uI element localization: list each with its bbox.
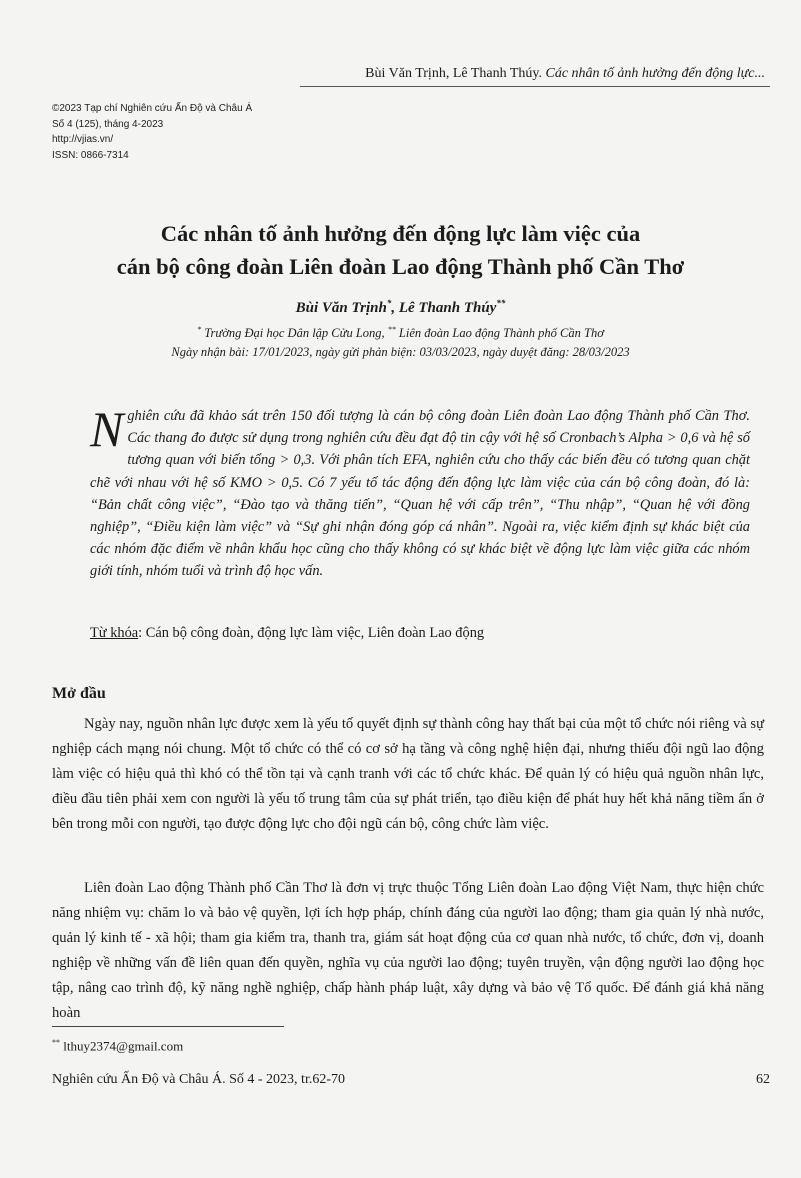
abstract-text: ghiên cứu đã khảo sát trên 150 đối tượng là cán bộ công đoàn Liên đoàn Lao động Thành phố Cần Thơ. Các thang đo được sử dụng trong nghiên cứu đều đạt độ tin cậy với hệ số Cronbach’s Alpha > 0,6 và hệ số tương quan với biến tổng > 0,3. Với phân tích EFA, nghiên cứu cho thấy các biến đều có tương quan chặt chẽ với nhau với hệ số KMO > 0,5. Có 7 yếu tố tác động đến động lực làm việc của cán bộ công đoàn, đó là: “Bản chất công việc”, “Đào tạo và thăng tiến”, “Quan hệ với cấp trên”, “Thu nhập”, “Quan hệ với đồng nghiệp”, “Điều kiện làm việc” và “Sự ghi nhận đóng góp cá nhân”. Ngoài ra, việc kiểm định sự khác biệt của các nhóm đặc điểm về nhân khẩu học cũng cho thấy không có sự khác biệt về động lực làm việc giữa các nhóm giới tính, nhóm tuổi và trình độ học vấn. bbox=[90, 408, 750, 580]
body-paragraph-1: Ngày nay, nguồn nhân lực được xem là yếu tố quyết định sự thành công hay thất bại của một tổ chức nói riêng và sự nghiệp cách mạng nói chung. Một tổ chức có thể có cơ sở hạ tầng và công nghệ hiện đại, nhưng thiếu đội ngũ lao động làm việc có hiệu quả thì khó có thể tồn tại và cạnh tranh với các tổ chức khác. Để quản lý có hiệu quả nguồn nhân lực, điều đầu tiên phải xem con người là yếu tố trung tâm của sự phát triển, tạo điều kiện để phát huy hết khả năng tiềm ẩn ở bên trong mỗi con người, tạo được động lực cho đội ngũ cán bộ, công chức làm việc. bbox=[52, 716, 764, 832]
issn: ISSN: 0866-7314 bbox=[52, 149, 129, 161]
affil-2-mark: ** bbox=[387, 325, 396, 334]
body-paragraph-2: Liên đoàn Lao động Thành phố Cần Thơ là đơn vị trực thuộc Tổng Liên đoàn Lao động Việt Nam, thực hiện chức năng nhiệm vụ: chăm lo và bảo vệ quyền, lợi ích hợp pháp, chính đáng của người lao động; tham gia quản lý nhà nước, quản lý kinh tế - xã hội; tham gia kiểm tra, thanh tra, giám sát hoạt động của cơ quan nhà nước, tổ chức, đơn vị, doanh nghiệp về những vấn đề liên quan đến quyền, nghĩa vụ của người lao động; tuyên truyền, vận động người lao động học tập, nâng cao trình độ, kỹ năng nghề nghiệp, chấp hành pháp luật, xây dựng và bảo vệ Tổ quốc. Để đánh giá khả năng hoàn bbox=[52, 880, 764, 1021]
running-head bbox=[0, 66, 765, 82]
affil-1: Trường Đại học Dân lập Cửu Long, bbox=[201, 326, 388, 341]
running-head-authors: Bùi Văn Trịnh, Lê Thanh Thúy. bbox=[365, 66, 542, 81]
footnote-mark: ** bbox=[52, 1038, 60, 1047]
footnote-email[interactable]: lthuy2374@gmail.com bbox=[60, 1038, 184, 1054]
footnote bbox=[52, 1038, 183, 1054]
keywords bbox=[90, 625, 484, 642]
copyright: ©2023 Tạp chí Nghiên cứu Ấn Độ và Châu Á bbox=[52, 103, 253, 114]
authors bbox=[0, 298, 801, 317]
paper-title bbox=[0, 217, 801, 283]
keywords-text: Cán bộ công đoàn, động lực làm việc, Liên đoàn Lao động bbox=[145, 625, 485, 641]
submission-dates: Ngày nhận bài: 17/01/2023, ngày gửi phản biện: 03/03/2023, ngày duyệt đăng: 28/03/2023 bbox=[171, 345, 630, 359]
author-1: Bùi Văn Trịnh bbox=[295, 300, 387, 316]
affil-1-mark: * bbox=[197, 325, 202, 334]
affil-2: Liên đoàn Lao động Thành phố Cần Thơ bbox=[395, 326, 604, 341]
footer-journal: Nghiên cứu Ấn Độ và Châu Á. Số 4 - 2023, tr.62-70 bbox=[52, 1072, 346, 1087]
keywords-colon: : bbox=[138, 625, 146, 641]
issue-info: Số 4 (125), tháng 4-2023 bbox=[52, 118, 164, 130]
running-head-title: Các nhân tố ảnh hưởng đến động lực... bbox=[545, 66, 765, 81]
header-divider bbox=[300, 86, 770, 87]
section-title: Mở đầu bbox=[52, 685, 106, 702]
abstract bbox=[90, 401, 750, 583]
author-2: Lê Thanh Thúy bbox=[398, 300, 497, 316]
title-line-2: cán bộ công đoàn Liên đoàn Lao động Thành phố Cần Thơ bbox=[116, 254, 685, 279]
footnote-divider bbox=[52, 1026, 284, 1027]
author-separator: , bbox=[391, 300, 399, 316]
affiliations bbox=[0, 325, 801, 341]
journal-meta bbox=[52, 101, 252, 163]
keywords-label: Từ khóa bbox=[90, 625, 139, 641]
journal-url[interactable]: http://vjias.vn/ bbox=[52, 134, 114, 145]
author-1-mark: * bbox=[386, 298, 392, 308]
title-line-1: Các nhân tố ảnh hưởng đến động lực làm việc của bbox=[160, 221, 641, 246]
author-2-mark: ** bbox=[496, 298, 506, 308]
page-number: 62 bbox=[756, 1072, 770, 1087]
abstract-dropcap: N bbox=[90, 401, 124, 457]
